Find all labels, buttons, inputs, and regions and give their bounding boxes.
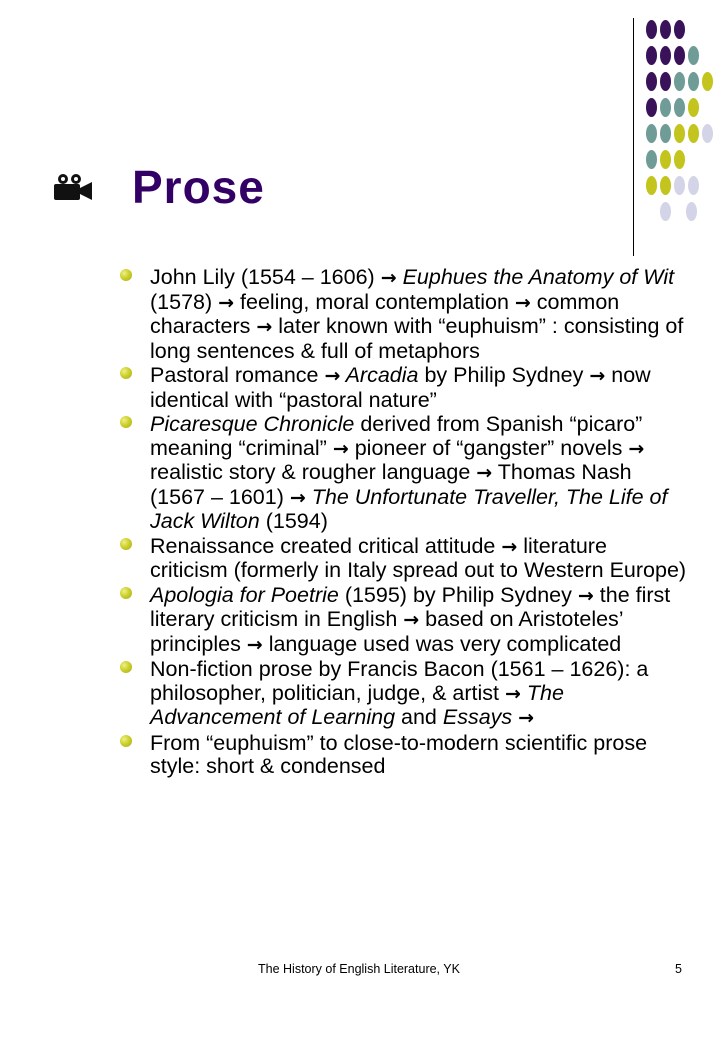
decorative-dot bbox=[674, 46, 685, 65]
yellow-ball-bullet-icon bbox=[120, 367, 132, 379]
bullet-italic-text: The Advancement of Learning bbox=[150, 680, 564, 729]
bullet-italic-text: Euphues the Anatomy of Wit bbox=[396, 265, 675, 289]
bullet-text: based on Aristoteles’ principles bbox=[150, 607, 623, 656]
bullet-text: and bbox=[395, 705, 443, 729]
bullet-text: the first literary criticism in English bbox=[150, 582, 671, 631]
bullet-text: pioneer of “gangster” novels bbox=[348, 435, 629, 460]
decorative-dot bbox=[660, 46, 671, 65]
decorative-dot bbox=[688, 98, 699, 117]
decorative-dot bbox=[660, 72, 671, 91]
yellow-ball-bullet-icon bbox=[120, 269, 132, 281]
bullet-italic-text: Picaresque Chronicle bbox=[150, 412, 355, 436]
decorative-dot bbox=[686, 202, 697, 221]
arrow-icon: → bbox=[504, 682, 521, 705]
yellow-ball-bullet-icon bbox=[120, 735, 132, 747]
decorative-dot bbox=[660, 20, 671, 39]
decorative-dot bbox=[660, 150, 671, 169]
bullet-text: literature criticism (formerly in Italy spread out to Western Europe) bbox=[150, 533, 687, 582]
bullet-text: language used was very complicated bbox=[262, 631, 622, 656]
arrow-icon: → bbox=[403, 609, 420, 631]
decorative-dot bbox=[660, 176, 671, 195]
decorative-dot bbox=[702, 124, 713, 143]
decorative-dot bbox=[688, 46, 699, 65]
arrow-icon: → bbox=[256, 316, 273, 338]
bullet-italic-text: Essays bbox=[442, 705, 513, 729]
decorative-dot bbox=[674, 124, 685, 143]
arrow-icon: → bbox=[246, 633, 263, 656]
arrow-icon: → bbox=[518, 707, 535, 729]
arrow-icon: → bbox=[514, 291, 531, 314]
bullet-item bbox=[116, 266, 688, 363]
bullet-text: Non-fiction prose by Francis Bacon (1561 – 1626): a philosopher, politician, judge, & artist bbox=[150, 657, 649, 705]
slide-title: Prose bbox=[132, 161, 265, 213]
arrow-icon: → bbox=[332, 437, 349, 460]
bullet-text: (1594) bbox=[259, 509, 328, 533]
bullet-text: derived from Spanish “picaro” meaning “criminal” bbox=[150, 412, 643, 460]
arrow-icon: → bbox=[628, 437, 645, 460]
bullet-text: John Lily (1554 – 1606) bbox=[150, 265, 381, 289]
decorative-dot bbox=[646, 176, 657, 195]
bullet-text: Pastoral romance bbox=[150, 363, 325, 387]
arrow-icon: → bbox=[218, 291, 235, 314]
bullet-text: feeling, moral contemplation bbox=[234, 289, 515, 314]
arrow-icon: → bbox=[289, 486, 306, 509]
decorative-dot bbox=[688, 72, 699, 91]
decorative-divider-line bbox=[633, 18, 634, 256]
arrow-icon: → bbox=[324, 365, 341, 387]
footer-text: The History of English Literature, YK bbox=[258, 962, 460, 976]
bullet-text: Thomas Nash (1567 – 1601) bbox=[150, 460, 632, 509]
decorative-dot bbox=[688, 176, 699, 195]
decorative-dot bbox=[674, 98, 685, 117]
arrow-icon: → bbox=[577, 584, 594, 607]
arrow-icon: → bbox=[476, 462, 493, 484]
decorative-dot bbox=[702, 72, 713, 91]
decorative-dot bbox=[674, 176, 685, 195]
decorative-dot bbox=[646, 98, 657, 117]
bullet-item bbox=[116, 535, 688, 583]
bullet-list bbox=[116, 266, 688, 780]
decorative-dot bbox=[646, 72, 657, 91]
decorative-dot-grid bbox=[646, 20, 726, 230]
decorative-dot bbox=[646, 150, 657, 169]
yellow-ball-bullet-icon bbox=[120, 661, 132, 673]
bullet-text: realistic story & rougher language bbox=[150, 460, 477, 484]
arrow-icon: → bbox=[380, 267, 397, 289]
decorative-dot bbox=[646, 20, 657, 39]
yellow-ball-bullet-icon bbox=[120, 538, 132, 550]
bullet-text: now identical with “pastoral nature” bbox=[150, 363, 651, 412]
decorative-dot bbox=[688, 124, 699, 143]
bullet-text: From “euphuism” to close-to-modern scientific prose style: short & condensed bbox=[150, 730, 648, 778]
bullet-text: by Philip Sydney bbox=[418, 363, 590, 387]
bullet-item bbox=[116, 584, 688, 658]
decorative-dot bbox=[660, 202, 671, 221]
decorative-dot bbox=[674, 72, 685, 91]
decorative-dot bbox=[674, 150, 685, 169]
yellow-ball-bullet-icon bbox=[120, 416, 132, 428]
bullet-text: (1578) bbox=[150, 289, 219, 314]
bullet-item bbox=[116, 364, 688, 412]
camera-icon bbox=[52, 174, 94, 207]
bullet-item bbox=[116, 732, 688, 779]
bullet-italic-text: The Unfortunate Traveller, The Life of Jack Wilton bbox=[150, 484, 668, 533]
decorative-dot bbox=[646, 124, 657, 143]
arrow-icon: → bbox=[501, 535, 518, 558]
yellow-ball-bullet-icon bbox=[120, 587, 132, 599]
bullet-item bbox=[116, 658, 688, 731]
decorative-dot bbox=[660, 124, 671, 143]
bullet-text: later known with “euphuism” : consisting of long sentences & full of metaphors bbox=[150, 314, 684, 363]
page-number: 5 bbox=[675, 962, 682, 976]
decorative-dot bbox=[674, 20, 685, 39]
bullet-text: (1595) by Philip Sydney bbox=[338, 582, 578, 607]
bullet-text: common characters bbox=[150, 289, 620, 338]
bullet-italic-text: Arcadia bbox=[340, 363, 419, 387]
bullet-italic-text: Apologia for Poetrie bbox=[150, 582, 339, 607]
bullet-text: Renaissance created critical attitude bbox=[150, 533, 502, 558]
decorative-dot bbox=[646, 46, 657, 65]
decorative-dot bbox=[660, 98, 671, 117]
bullet-item bbox=[116, 413, 688, 534]
arrow-icon: → bbox=[589, 365, 606, 387]
